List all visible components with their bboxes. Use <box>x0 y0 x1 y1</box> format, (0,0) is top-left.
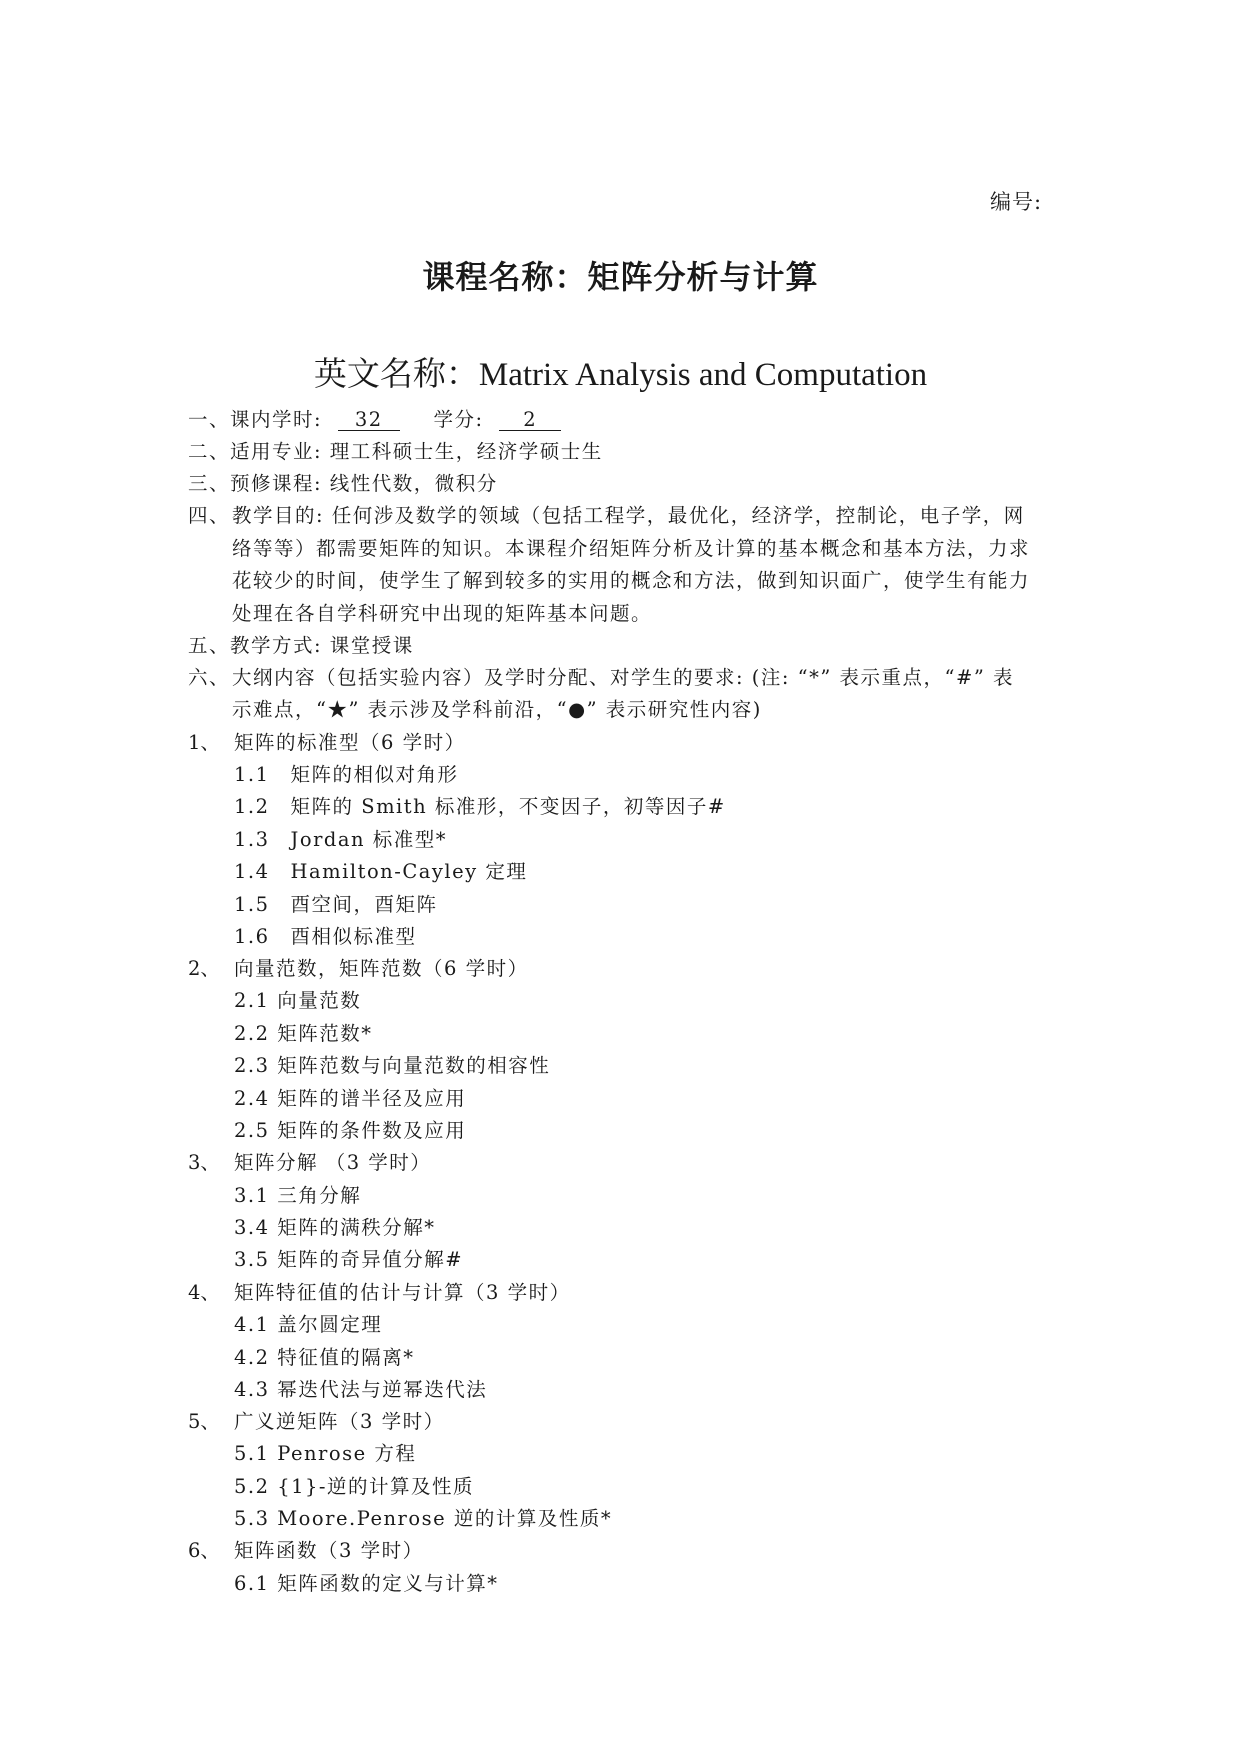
outline-item: 3.4 矩阵的满秩分解* <box>234 1216 436 1239</box>
outline-prefix: 六、 <box>188 666 231 689</box>
major-line: 二、适用专业: 理工科硕士生，经济学硕士生 <box>188 440 603 463</box>
purpose-line-2: 络等等）都需要矩阵的知识。本课程介绍矩阵分析及计算的基本概念和基本方法，力求 <box>232 537 1031 560</box>
outline-item: 3.1 三角分解 <box>234 1184 362 1207</box>
outline-item: 2.1 向量范数 <box>234 989 362 1012</box>
course-title: 课程名称：矩阵分析与计算 <box>422 258 819 296</box>
section-title: 矩阵分解 （3 学时） <box>234 1151 432 1174</box>
outline-item: 1.3 Jordan 标准型* <box>234 828 448 851</box>
serial-number-label: 编号: <box>990 190 1043 214</box>
hours-credits-line <box>188 404 561 432</box>
english-title: 英文名称：Matrix Analysis and Computation <box>313 357 928 393</box>
section-title: 向量范数，矩阵范数（6 学时） <box>234 957 529 980</box>
section-title: 广义逆矩阵（3 学时） <box>234 1410 445 1433</box>
purpose-line-3: 花较少的时间，使学生了解到较多的实用的概念和方法，做到知识面广，使学生有能力 <box>232 569 1031 592</box>
outline-line-2: 示难点，“★” 表示涉及学科前沿，“●” 表示研究性内容) <box>232 698 762 721</box>
purpose-line-1: 教学目的: 任何涉及数学的领域（包括工程学，最优化，经济学，控制论，电子学，网 <box>232 504 1025 527</box>
outline-item: 2.3 矩阵范数与向量范数的相容性 <box>234 1054 551 1077</box>
section-title: 矩阵特征值的估计与计算（3 学时） <box>234 1281 571 1304</box>
section-number: 1、 <box>188 731 220 754</box>
purpose-prefix: 四、 <box>188 504 231 527</box>
section-number: 4、 <box>188 1281 220 1304</box>
section-number: 3、 <box>188 1151 220 1174</box>
outline-item: 3.5 矩阵的奇异值分解# <box>234 1248 464 1271</box>
prereq-line: 三、预修课程: 线性代数，微积分 <box>188 472 498 495</box>
outline-item: 1.2 矩阵的 Smith 标准形，不变因子，初等因子# <box>234 795 726 818</box>
outline-item: 2.2 矩阵范数* <box>234 1022 373 1045</box>
outline-item: 4.2 特征值的隔离* <box>234 1346 415 1369</box>
outline-item: 1.6 酉相似标准型 <box>234 925 417 948</box>
section-title: 矩阵函数（3 学时） <box>234 1539 424 1562</box>
outline-item: 2.4 矩阵的谱半径及应用 <box>234 1087 467 1110</box>
section-title: 矩阵的标准型（6 学时） <box>234 731 466 754</box>
credits-value: 2 <box>499 410 561 431</box>
hours-label: 一、课内学时: <box>188 408 323 431</box>
method-line: 五、教学方式: 课堂授课 <box>188 634 414 657</box>
hours-value: 32 <box>338 410 400 431</box>
section-number: 5、 <box>188 1410 220 1433</box>
outline-item: 1.5 酉空间，酉矩阵 <box>234 893 438 916</box>
outline-item: 5.1 Penrose 方程 <box>234 1442 417 1465</box>
outline-item: 1.4 Hamilton-Cayley 定理 <box>234 860 528 883</box>
outline-line-1: 大纲内容（包括实验内容）及学时分配、对学生的要求: (注: “*” 表示重点，“#” 表 <box>232 666 1015 689</box>
purpose-line-4: 处理在各自学科研究中出现的矩阵基本问题。 <box>232 602 653 625</box>
section-number: 2、 <box>188 957 220 980</box>
outline-item: 5.2 {1}-逆的计算及性质 <box>234 1475 475 1498</box>
outline-item: 4.1 盖尔圆定理 <box>234 1313 383 1336</box>
credits-label: 学分: <box>433 408 484 431</box>
outline-item: 6.1 矩阵函数的定义与计算* <box>234 1572 499 1595</box>
outline-item: 5.3 Moore.Penrose 逆的计算及性质* <box>234 1507 613 1530</box>
outline-item: 4.3 幂迭代法与逆幂迭代法 <box>234 1378 488 1401</box>
outline-item: 2.5 矩阵的条件数及应用 <box>234 1119 467 1142</box>
section-number: 6、 <box>188 1539 220 1562</box>
outline-item: 1.1 矩阵的相似对角形 <box>234 763 459 786</box>
